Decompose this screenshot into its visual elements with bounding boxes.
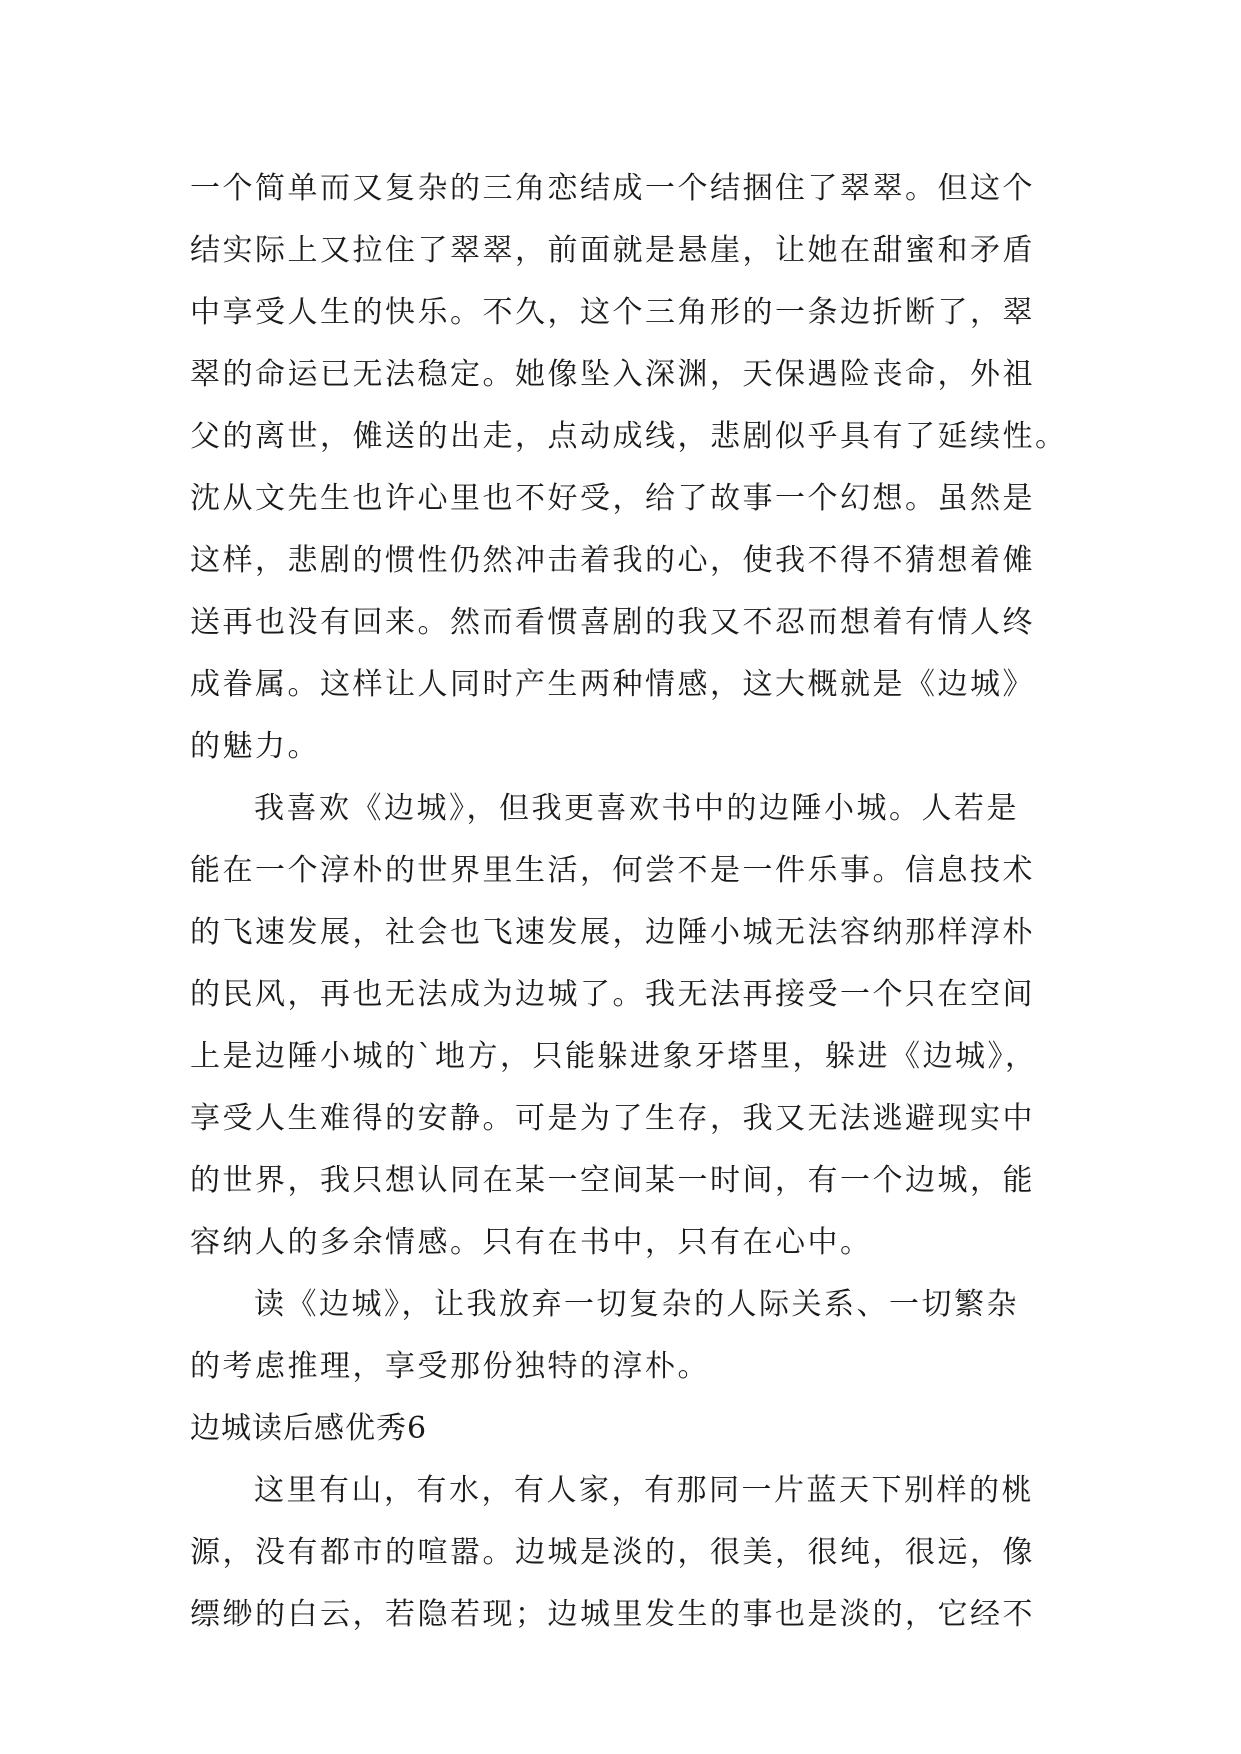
text-line: 的世界，我只想认同在某一空间某一时间，有一个边城，能	[190, 1163, 1035, 1198]
text-line: 享受人生难得的安静。可是为了生存，我又无法逃避现实中	[190, 1101, 1035, 1136]
text-line: 成眷属。这样让人同时产生两种情感，这大概就是《边城》	[190, 667, 1035, 702]
text-line: 一个简单而又复杂的三角恋结成一个结捆住了翠翠。但这个	[190, 171, 1035, 206]
text-line: 中享受人生的快乐。不久，这个三角形的一条边折断了，翠	[190, 295, 1035, 330]
text-line: 能在一个淳朴的世界里生活，何尝不是一件乐事。信息技术	[190, 853, 1035, 888]
text-line: 沈从文先生也许心里也不好受，给了故事一个幻想。虽然是	[190, 481, 1035, 516]
text-line: 这里有山，有水，有人家，有那同一片蓝天下别样的桃	[254, 1473, 1034, 1508]
text-line: 父的离世，傩送的出走，点动成线，悲剧似乎具有了延续性。	[190, 419, 1068, 454]
text-line: 容纳人的多余情感。只有在书中，只有在心中。	[190, 1225, 873, 1260]
paragraph	[190, 158, 1068, 778]
paragraph	[190, 1274, 1050, 1398]
paragraph	[190, 1460, 1050, 1646]
text-line: 我喜欢《边城》，但我更喜欢书中的边陲小城。人若是	[254, 791, 1019, 826]
text-line: 的民风，再也无法成为边城了。我无法再接受一个只在空间	[190, 977, 1035, 1012]
text-line: 缥缈的白云，若隐若现；边城里发生的事也是淡的，它经不	[190, 1597, 1035, 1632]
text-line: 源，没有都市的喧嚣。边城是淡的，很美，很纯，很远，像	[190, 1535, 1035, 1570]
document-body	[190, 158, 1068, 1646]
text-line: 翠的命运已无法稳定。她像坠入深渊，天保遇险丧命，外祖	[190, 357, 1035, 392]
section-heading: 边城读后感优秀6	[190, 1411, 428, 1446]
text-line: 上是边陲小城的`地方，只能躲进象牙塔里，躲进《边城》，	[190, 1039, 1038, 1074]
text-line: 这样，悲剧的惯性仍然冲击着我的心，使我不得不猜想着傩	[190, 543, 1035, 578]
text-line: 送再也没有回来。然而看惯喜剧的我又不忍而想着有情人终	[190, 605, 1035, 640]
text-line: 的魅力。	[190, 729, 320, 764]
text-line: 的考虑推理，享受那份独特的淳朴。	[190, 1349, 710, 1384]
text-line: 读《边城》，让我放弃一切复杂的人际关系、一切繁杂	[254, 1287, 1019, 1322]
text-line: 的飞速发展，社会也飞速发展，边陲小城无法容纳那样淳朴	[190, 915, 1035, 950]
paragraph	[190, 778, 1050, 1274]
text-line: 结实际上又拉住了翠翠，前面就是悬崖，让她在甜蜜和矛盾	[190, 233, 1035, 268]
